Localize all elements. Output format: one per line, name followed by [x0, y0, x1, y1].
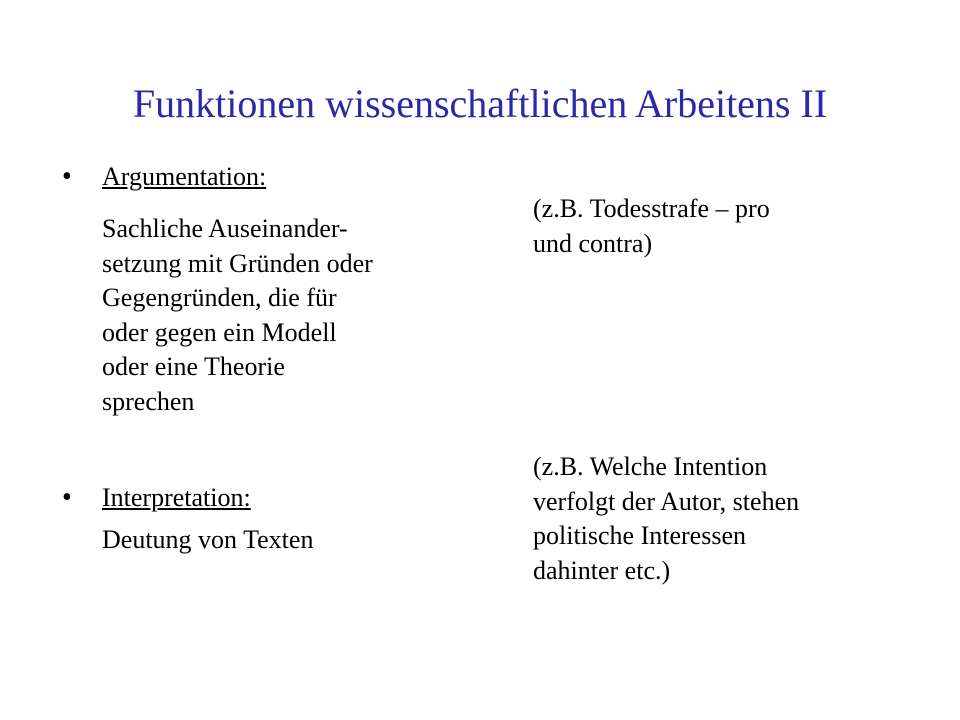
- text-line: verfolgt der Autor, stehen: [533, 486, 800, 516]
- interpretation-description: [102, 523, 447, 558]
- section-heading-interpretation: Interpretation:: [102, 483, 251, 512]
- text-line: politische Interessen: [533, 521, 746, 550]
- interpretation-example: [533, 450, 863, 588]
- text-line: setzung mit Gründen oder: [102, 248, 373, 278]
- text-line: oder gegen ein Modell: [102, 317, 337, 347]
- bullet-icon: •: [62, 161, 72, 192]
- text-line: dahinter etc.): [533, 555, 671, 585]
- text-line: sprechen: [102, 386, 195, 416]
- argumentation-example: [533, 192, 863, 261]
- text-line: (z.B. Welche Intention: [533, 452, 768, 481]
- section-heading-argumentation: Argumentation:: [102, 162, 267, 191]
- text-line: (z.B. Todesstrafe – pro: [533, 194, 770, 223]
- text-line: und contra): [533, 228, 653, 258]
- text-line: oder eine Theorie: [102, 352, 285, 381]
- argumentation-description: [102, 212, 447, 419]
- text-line: Sachliche Auseinander-: [102, 214, 348, 243]
- text-line: Deutung von Texten: [102, 525, 314, 554]
- text-line: Gegengründen, die für: [102, 283, 337, 312]
- slide-title: Funktionen wissenschaftlichen Arbeitens II: [132, 81, 828, 126]
- bullet-icon: •: [62, 482, 72, 513]
